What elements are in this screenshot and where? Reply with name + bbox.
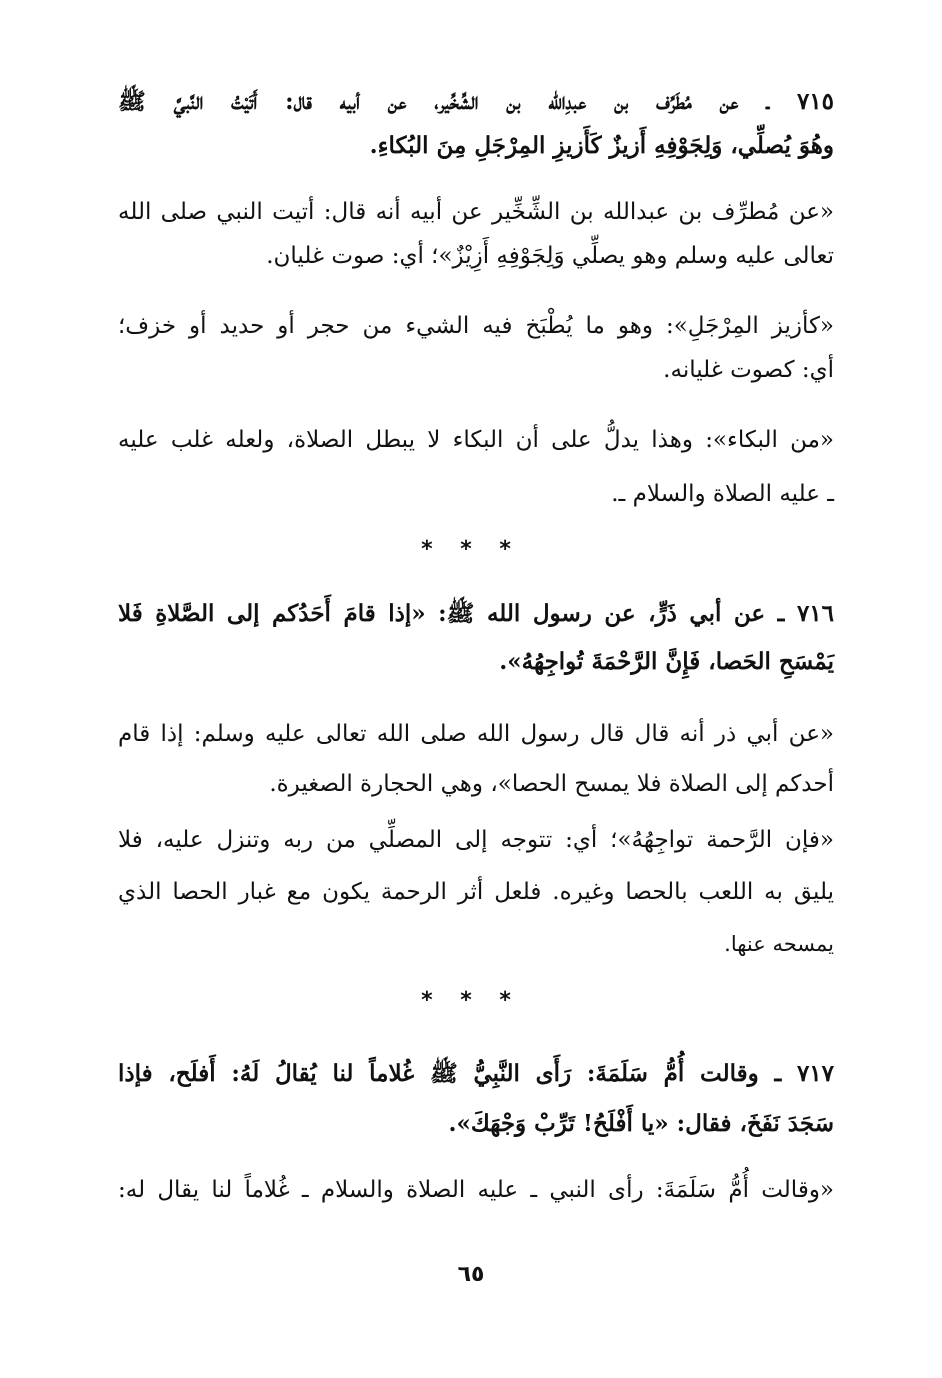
commentary-715-3 xyxy=(118,420,834,507)
commentary-715-3-line-1: «من البكاء»: وهذا يدلُّ على أن البكاء لا يبطل الصلاة، ولعله غلب عليه xyxy=(118,427,834,453)
commentary-716-1-line-2: أحدكم إلى الصلاة فلا يمسح الحصا»، وهي الحجارة الصغيرة. xyxy=(269,771,834,797)
section-separator-2: * * * xyxy=(421,988,521,1013)
hadith-717-line-1: ٧١٧ ـ وقالت أُمُّ سَلَمَةَ: رَأَى النَّبِيُّ ﷺ غُلاماً لنا يُقالُ لَهُ: أَفلَح، فإذا xyxy=(118,1060,834,1087)
commentary-715-3-line-2: ـ عليه الصلاة والسلام ـ. xyxy=(611,481,834,507)
commentary-716-1 xyxy=(118,714,834,798)
page-number: ٦٥ xyxy=(457,1262,485,1287)
commentary-716-1-line-1: «عن أبي ذر أنه قال قال رسول الله صلى الله تعالى عليه وسلم: إذا قام xyxy=(118,721,834,747)
commentary-715-2-line-1: «كأزيز المِرْجَلِ»: وهو ما يُطْبَخ فيه الشيء من حجر أو حديد أو خزف؛ xyxy=(118,313,834,339)
hadith-717 xyxy=(118,1054,834,1138)
commentary-715-2-line-2: أي: كصوت غليانه. xyxy=(663,357,834,383)
commentary-715-1-line-2: تعالى عليه وسلم وهو يصلِّي وَلِجَوْفِهِ أَزِيْزٌ»؛ أي: صوت غليان. xyxy=(266,243,834,269)
commentary-716-2 xyxy=(118,820,834,960)
commentary-716-2-line-1: «فإن الرَّحمة تواجِهُهُ»؛ أي: تتوجه إلى المصلِّي من ربه وتنزل عليه، فلا xyxy=(118,827,834,853)
hadith-716 xyxy=(118,594,834,678)
commentary-717-1-line-1: «وقالت أُمُّ سَلَمَةَ: رأى النبي ـ عليه الصلاة والسلام ـ غُلاماً لنا يقال له: xyxy=(118,1177,834,1203)
section-separator-1: * * * xyxy=(421,537,521,562)
hadith-716-line-1: ٧١٦ ـ عن أبي ذَرٍّ، عن رسول الله ﷺ: «إذا قامَ أَحَدُكم إلى الصَّلاةِ فَلا xyxy=(118,600,834,627)
hadith-715 xyxy=(118,82,834,166)
hadith-716-line-2: يَمْسَحِ الحَصا، فَإِنَّ الرَّحْمَةَ تُواجِهُهُ». xyxy=(499,648,834,675)
commentary-717-1 xyxy=(118,1170,834,1214)
commentary-716-2-line-3: يمسحه عنها. xyxy=(724,932,834,956)
hadith-717-line-2: سَجَدَ نَفَخَ، فقال: «يا أَفْلَحُ! تَرِّبْ وَجْهَكَ». xyxy=(448,1110,834,1137)
commentary-715-1 xyxy=(118,192,834,276)
commentary-715-1-line-1: «عن مُطرِّف بن عبدالله بن الشِّخِّير عن أبيه أنه قال: أتيت النبي صلى الله xyxy=(118,199,834,225)
commentary-716-2-line-2: يليق به اللعب بالحصا وغيره. فلعل أثر الرحمة يكون مع غبار الحصا الذي xyxy=(118,879,834,905)
hadith-715-line-1: ٧١٥ ـ عن مُطَرِّف بن عبدِالله بن الشِّخِّير، عن أبيه قال: أَتَيْتُ النَّبيَّ ﷺ xyxy=(118,88,834,115)
hadith-715-line-2: وهُوَ يُصلِّي، وَلِجَوْفِهِ أَزيزٌ كَأَزيزِ المِرْجَلِ مِنَ البُكاءِ. xyxy=(369,132,834,159)
commentary-715-2 xyxy=(118,306,834,390)
